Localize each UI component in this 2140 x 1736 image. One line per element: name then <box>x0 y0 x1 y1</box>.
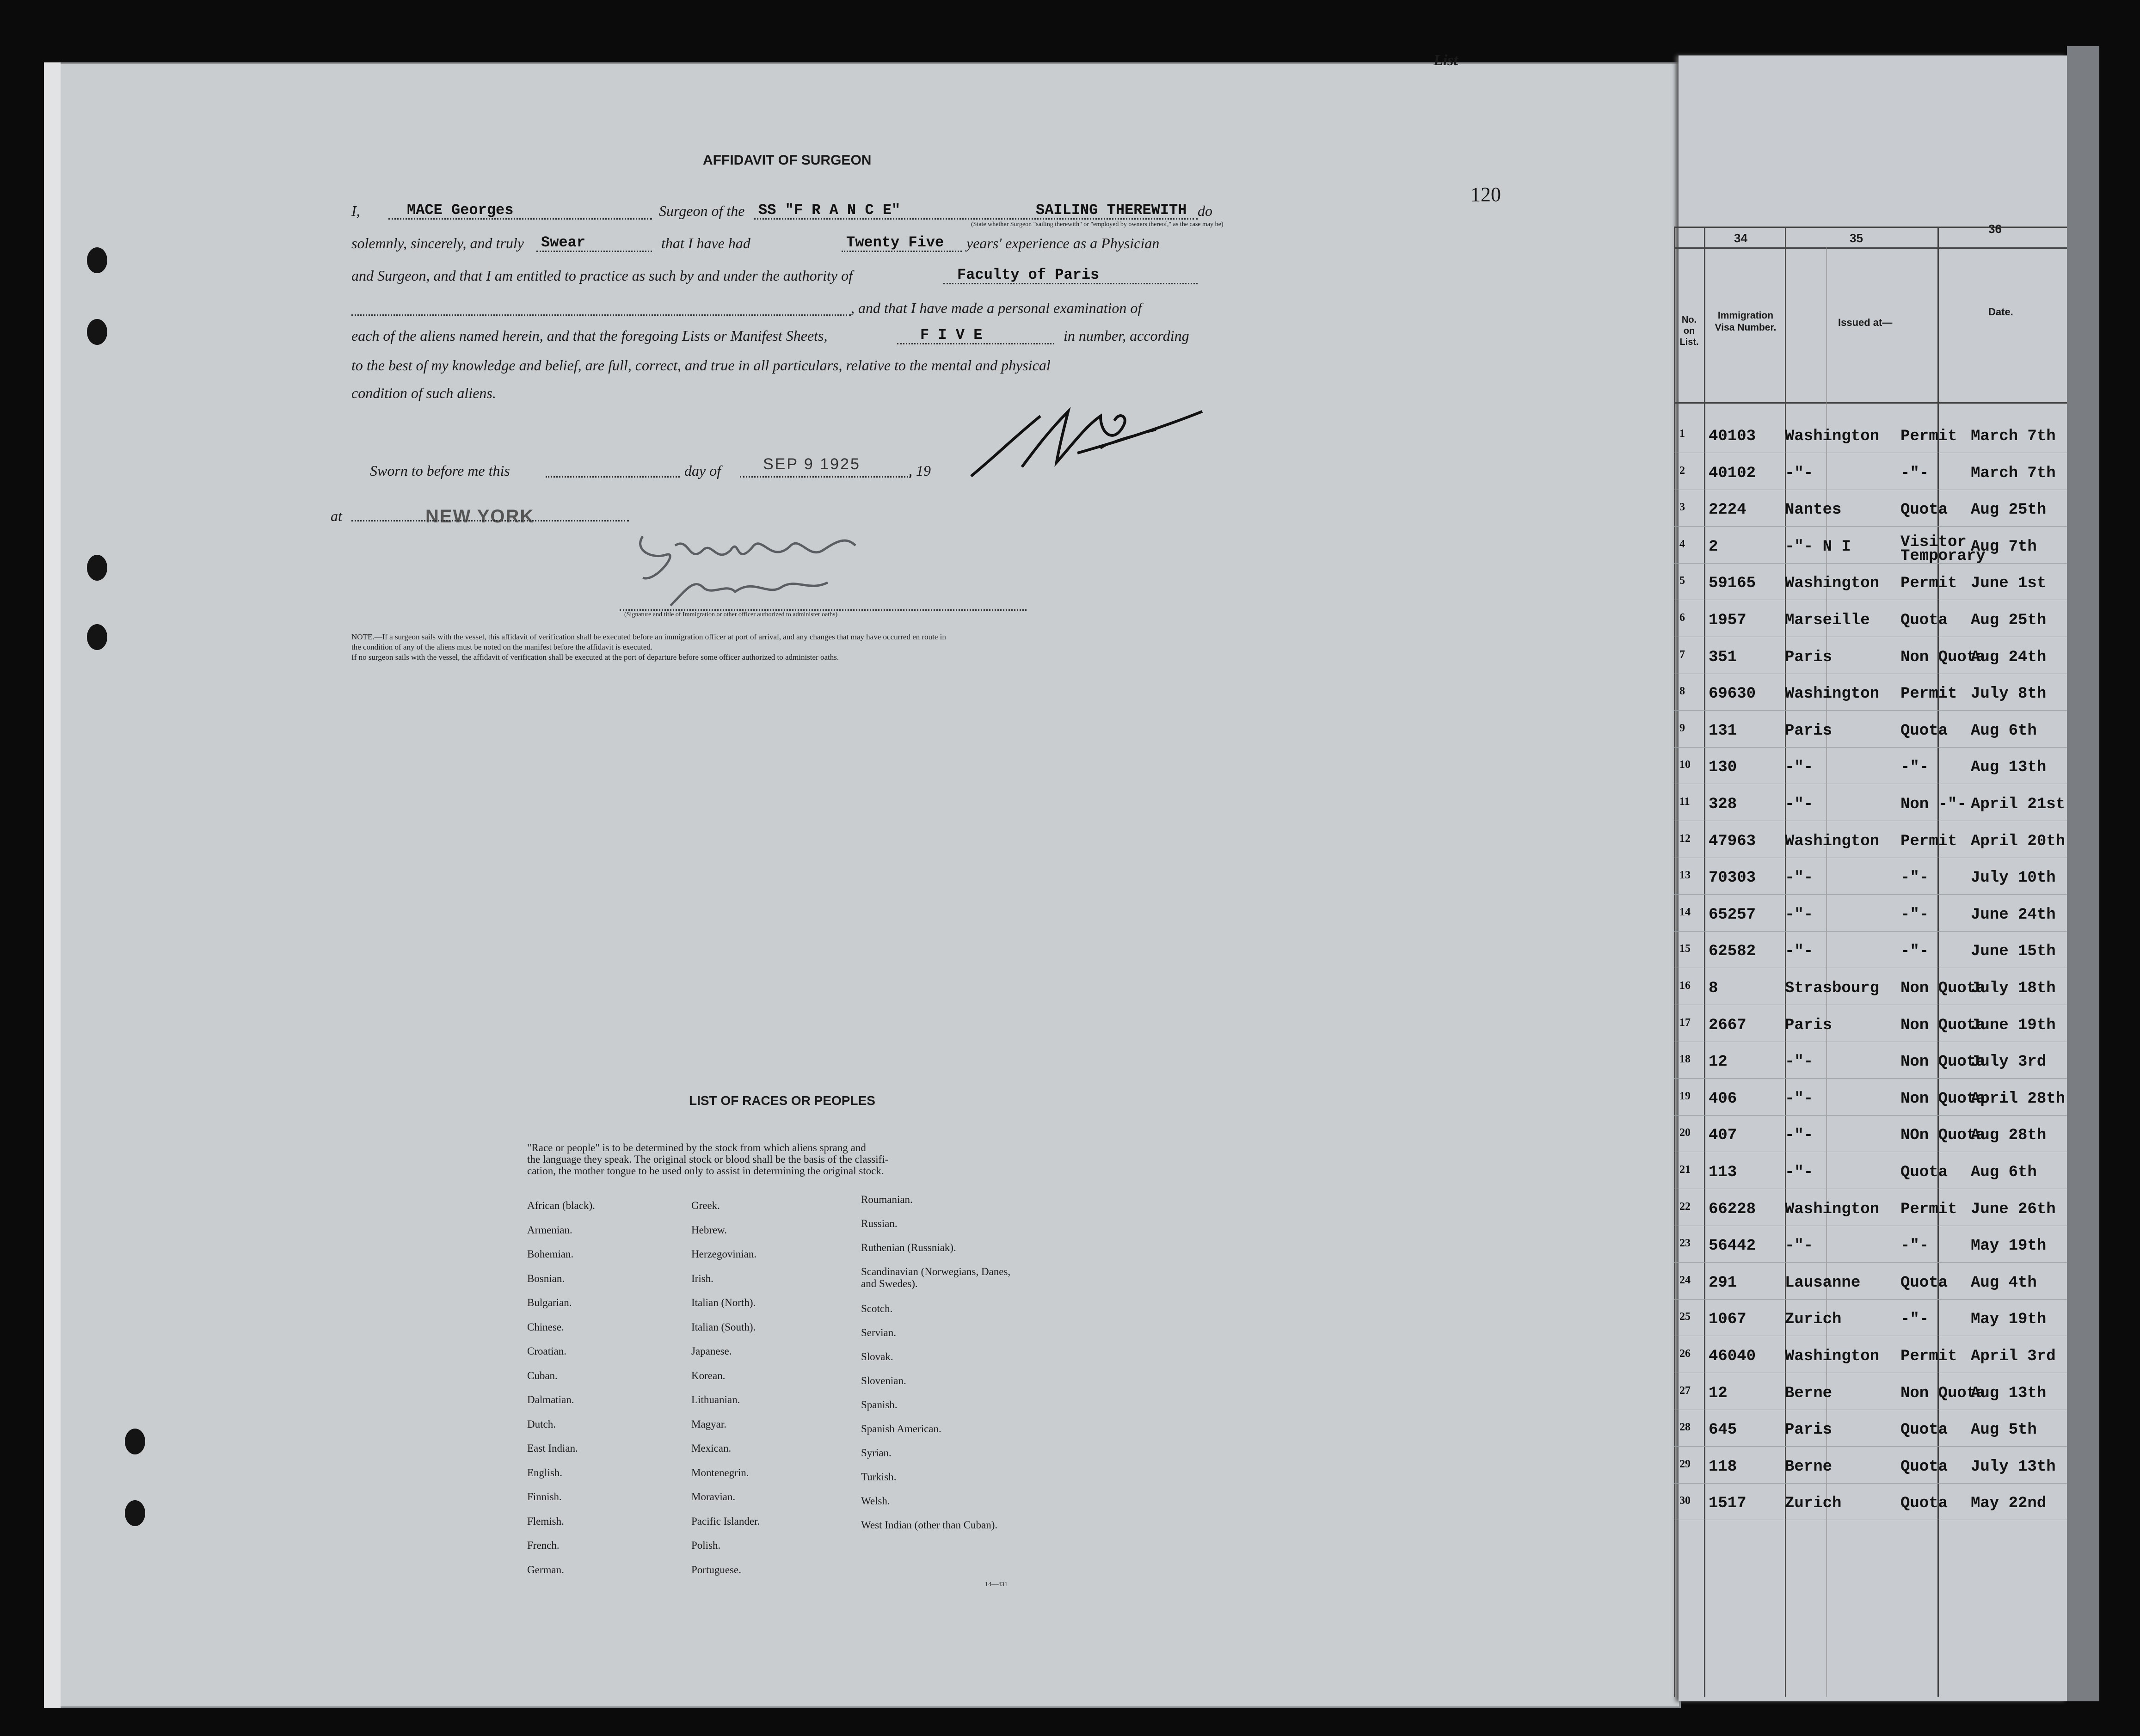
permit-type: Non Quota <box>1900 1016 1986 1034</box>
permit-type: Quota <box>1900 1495 1948 1513</box>
issued-place: -"- <box>1785 759 1814 777</box>
visa-number: 65257 <box>1709 906 1756 924</box>
race-item: Welsh. <box>861 1495 890 1507</box>
row-number: 14 <box>1679 906 1691 918</box>
row-rule <box>1674 1483 2067 1484</box>
issue-date: April 20th <box>1971 832 2066 850</box>
permit-type: Quota <box>1900 1458 1948 1476</box>
permit-type: Non -"- <box>1900 796 1967 813</box>
swear-value: Swear <box>541 234 586 251</box>
surgeon-name: MACE Georges <box>407 202 514 219</box>
permit-type: -"- <box>1900 1311 1929 1329</box>
row-number: 11 <box>1679 796 1690 808</box>
issue-date: July 8th <box>1971 685 2047 703</box>
table-col-rule <box>1785 227 1786 1697</box>
binder-hole <box>125 1500 145 1526</box>
issued-place: -"- <box>1785 1237 1814 1255</box>
header-issued-at: Issued at— <box>1838 317 1893 328</box>
race-item: Dalmatian. <box>527 1394 574 1405</box>
dotted-line <box>388 218 652 220</box>
row-number: 6 <box>1679 612 1685 624</box>
date-stamp: SEP 9 1925 <box>763 455 861 473</box>
visa-number: 40102 <box>1709 464 1756 482</box>
issue-date: June 24th <box>1971 906 2056 924</box>
affidavit-line6: to the best of my knowledge and belief, are full, correct, and true in all particulars, relative to the mental and physical <box>351 357 1051 374</box>
issued-place: Berne <box>1785 1458 1833 1476</box>
affidavit-line3a: and Surgeon, and that I am entitled to practice as such by and under the authority of <box>351 267 853 284</box>
race-item: Portuguese. <box>691 1564 741 1576</box>
visa-number: 2224 <box>1709 501 1746 519</box>
row-number: 1 <box>1679 428 1685 440</box>
races-intro3: cation, the mother tongue to be used only to assist in determining the original stock. <box>527 1165 884 1177</box>
issue-date: June 1st <box>1971 575 2047 593</box>
permit-type: Permit <box>1900 832 1957 850</box>
race-item: Turkish. <box>861 1471 897 1483</box>
at-label: at <box>331 508 342 524</box>
races-column-2 <box>691 1194 760 1582</box>
visa-number: 12 <box>1709 1053 1728 1071</box>
issue-date: Aug 7th <box>1971 538 2037 556</box>
row-number: 15 <box>1679 943 1691 955</box>
dotted-line <box>897 343 1054 344</box>
row-number: 22 <box>1679 1200 1691 1213</box>
issued-place: Marseille <box>1785 612 1870 629</box>
row-number: 9 <box>1679 722 1685 734</box>
race-item: Bulgarian. <box>527 1297 572 1308</box>
row-number: 8 <box>1679 685 1685 698</box>
row-number: 29 <box>1679 1458 1691 1470</box>
surgeon-signature <box>962 398 1211 490</box>
row-number: 16 <box>1679 980 1691 992</box>
col-number-36: 36 <box>1988 222 2002 236</box>
race-item: English. <box>527 1466 563 1478</box>
race-item: Herzegovinian. <box>691 1248 757 1260</box>
table-top-rule <box>1674 227 2067 228</box>
race-item: Greek. <box>691 1200 720 1211</box>
col-number-35: 35 <box>1850 231 1863 245</box>
issued-place: Berne <box>1785 1384 1833 1402</box>
issue-date: July 10th <box>1971 869 2056 887</box>
affidavit-line2b: that I have had <box>661 235 750 252</box>
row-number: 26 <box>1679 1348 1691 1360</box>
visa-number: 130 <box>1709 759 1737 777</box>
issued-place: -"- <box>1785 1127 1814 1145</box>
row-number: 10 <box>1679 759 1691 771</box>
visa-number: 131 <box>1709 722 1737 740</box>
authority-value: Faculty of Paris <box>957 266 1100 283</box>
race-item: African (black). <box>527 1200 595 1211</box>
permit-type: Quota <box>1900 722 1948 740</box>
sworn-year: , 19 <box>909 462 931 479</box>
row-number: 28 <box>1679 1421 1691 1434</box>
affidavit-line5b: in number, according <box>1064 327 1189 344</box>
row-number: 4 <box>1679 538 1685 550</box>
issued-place: -"- <box>1785 943 1814 961</box>
visa-number: 12 <box>1709 1384 1728 1402</box>
binder-hole <box>125 1429 145 1454</box>
permit-type: Non Quota <box>1900 1384 1986 1402</box>
sworn-day-of: day of <box>684 462 721 479</box>
race-item: Roumanian. <box>861 1194 913 1205</box>
header-date: Date. <box>1988 306 2013 318</box>
table-col-rule <box>1704 227 1705 1697</box>
issue-date: Aug 13th <box>1971 759 2047 777</box>
sheets-value: F I V E <box>920 326 983 344</box>
race-item: Armenian. <box>527 1224 572 1236</box>
permit-type: Quota <box>1900 1421 1948 1439</box>
row-number: 5 <box>1679 575 1685 587</box>
race-item: Hebrew. <box>691 1224 727 1236</box>
header-no-on-list: No. on List. <box>1679 315 1699 347</box>
visa-number: 351 <box>1709 648 1737 666</box>
row-number: 18 <box>1679 1053 1691 1066</box>
issued-place: Paris <box>1785 1421 1833 1439</box>
table-col-rule <box>1826 247 1827 1697</box>
race-item: Korean. <box>691 1369 726 1381</box>
race-item: French. <box>527 1540 560 1551</box>
visa-number: 2 <box>1709 538 1718 556</box>
visa-number: 113 <box>1709 1164 1737 1181</box>
visa-number: 8 <box>1709 980 1718 997</box>
affidavit-line1-mid: Surgeon of the <box>659 202 745 219</box>
place-stamp: NEW YORK <box>425 506 535 527</box>
issue-date: April 28th <box>1971 1090 2066 1108</box>
permit-type: Quota <box>1900 612 1948 629</box>
binder-hole <box>87 319 107 345</box>
visa-number: 2667 <box>1709 1016 1746 1034</box>
race-item: Servian. <box>861 1327 897 1338</box>
visa-number: 59165 <box>1709 575 1756 593</box>
row-number: 19 <box>1679 1090 1691 1102</box>
issue-date: July 13th <box>1971 1458 2056 1476</box>
issued-place: -"- <box>1785 464 1814 482</box>
issue-date: Aug 28th <box>1971 1127 2047 1145</box>
visa-number: 62582 <box>1709 943 1756 961</box>
binder-hole <box>87 247 107 273</box>
officer-signature <box>615 509 920 615</box>
issue-date: Aug 4th <box>1971 1274 2037 1292</box>
sworn-text: Sworn to before me this <box>370 462 510 479</box>
dotted-line <box>536 251 652 252</box>
race-item: Slovenian. <box>861 1375 906 1386</box>
race-item: Scotch. <box>861 1303 893 1314</box>
row-rule <box>1674 1446 2067 1447</box>
race-item: Mexican. <box>691 1442 732 1454</box>
row-rule <box>1674 931 2067 932</box>
race-item: Chinese. <box>527 1321 564 1333</box>
row-rule <box>1674 747 2067 748</box>
issued-place: -"- <box>1785 796 1814 813</box>
row-number: 21 <box>1679 1164 1691 1176</box>
visa-number: 47963 <box>1709 832 1756 850</box>
dotted-line <box>351 314 851 316</box>
race-item: Italian (South). <box>691 1321 756 1333</box>
permit-type: Permit <box>1900 1348 1957 1365</box>
row-number: 23 <box>1679 1237 1691 1250</box>
row-number: 13 <box>1679 869 1691 882</box>
dotted-line <box>740 476 911 478</box>
issue-date: April 3rd <box>1971 1348 2056 1365</box>
issued-place: -"- <box>1785 869 1814 887</box>
dotted-line <box>620 609 1027 611</box>
race-item: Russian. <box>861 1218 898 1229</box>
row-number: 30 <box>1679 1495 1691 1507</box>
issued-place: -"- <box>1785 1090 1814 1108</box>
race-item: Dutch. <box>527 1418 556 1430</box>
permit-type: -"- <box>1900 869 1929 887</box>
issue-date: July 18th <box>1971 980 2056 997</box>
visa-number: 40103 <box>1709 428 1756 445</box>
ship-name: SS "F R A N C E" <box>758 202 901 219</box>
visa-number: 56442 <box>1709 1237 1756 1255</box>
visa-number: 291 <box>1709 1274 1737 1292</box>
issue-date: May 19th <box>1971 1311 2047 1329</box>
row-rule <box>1674 1115 2067 1116</box>
races-intro2: the language they speak. The original stock or blood shall be the basis of the classifi- <box>527 1153 889 1165</box>
races-title: LIST OF RACES OR PEOPLES <box>689 1093 875 1108</box>
row-number: 2 <box>1679 464 1685 477</box>
affidavit-line1-suffix: do <box>1198 202 1212 219</box>
form-code: 14—431 <box>985 1581 1008 1588</box>
race-item: Irish. <box>691 1272 713 1284</box>
issue-date: Aug 5th <box>1971 1421 2037 1439</box>
race-item: Lithuanian. <box>691 1394 740 1405</box>
visa-number: 118 <box>1709 1458 1737 1476</box>
permit-type: -"- <box>1900 464 1929 482</box>
visa-number: 70303 <box>1709 869 1756 887</box>
permit-type: Permit <box>1900 685 1957 703</box>
table-header-bottom-rule <box>1674 402 2067 404</box>
race-item: Croatian. <box>527 1345 566 1357</box>
permit-type: Permit <box>1900 428 1957 445</box>
dotted-line <box>754 218 1198 220</box>
row-number: 3 <box>1679 501 1685 514</box>
row-number: 20 <box>1679 1127 1691 1139</box>
permit-type: Permit <box>1900 1200 1957 1218</box>
visa-number: 66228 <box>1709 1200 1756 1218</box>
sheet-margin-strip <box>44 62 61 1708</box>
race-item: Italian (North). <box>691 1297 756 1308</box>
race-item: East Indian. <box>527 1442 578 1454</box>
permit-type: -"- <box>1900 943 1929 961</box>
table-col-rule <box>1937 227 1939 1697</box>
permit-type: -"- <box>1900 759 1929 777</box>
permit-type: Quota <box>1900 1164 1948 1181</box>
affidavit-line5a: each of the aliens named herein, and that the foregoing Lists or Manifest Sheets, <box>351 327 828 344</box>
visa-number: 328 <box>1709 796 1737 813</box>
race-item: Flemish. <box>527 1515 564 1527</box>
race-item: Cuban. <box>527 1369 558 1381</box>
row-number: 7 <box>1679 648 1685 661</box>
issue-date: Aug 25th <box>1971 612 2047 629</box>
issued-place: Lausanne <box>1785 1274 1861 1292</box>
affidavit-line2c: years' experience as a Physician <box>966 235 1160 252</box>
issued-place: Washington <box>1785 575 1880 593</box>
issue-date: June 19th <box>1971 1016 2056 1034</box>
dotted-line <box>546 476 680 478</box>
issue-date: Aug 25th <box>1971 501 2047 519</box>
permit-type: Non Quota <box>1900 1053 1986 1071</box>
permit-type: Permit <box>1900 575 1957 593</box>
issued-place: -"- <box>1785 1164 1814 1181</box>
dotted-line <box>842 251 962 252</box>
race-item: Slovak. <box>861 1351 893 1362</box>
table-col-rule <box>1674 227 1675 1697</box>
col-number-34: 34 <box>1734 231 1747 245</box>
issued-place: Zurich <box>1785 1311 1842 1329</box>
issued-place: Washington <box>1785 685 1880 703</box>
issued-place: -"- N I <box>1785 538 1851 556</box>
row-number: 17 <box>1679 1016 1691 1029</box>
issue-date: Aug 6th <box>1971 722 2037 740</box>
dotted-line <box>943 283 1198 284</box>
issued-place: Washington <box>1785 832 1880 850</box>
issued-place: Washington <box>1785 428 1880 445</box>
race-item: Japanese. <box>691 1345 732 1357</box>
row-rule <box>1674 894 2067 895</box>
line1-note: (State whether Surgeon "sailing therewith" or "employed by owners thereof," as the case may be) <box>971 221 1224 228</box>
issue-date: March 7th <box>1971 464 2056 482</box>
visa-number: 406 <box>1709 1090 1737 1108</box>
dotted-line <box>351 520 629 521</box>
issued-place: Zurich <box>1785 1495 1842 1513</box>
issue-date: June 15th <box>1971 943 2056 961</box>
race-item: West Indian (other than Cuban). <box>861 1519 998 1531</box>
race-item: Scandinavian (Norwegians, Danes, and Swedes). <box>861 1266 1011 1289</box>
sailing-therewith: SAILING THEREWITH <box>1036 202 1187 219</box>
races-column-3 <box>861 1194 1018 1547</box>
issued-place: Strasbourg <box>1785 980 1880 997</box>
race-item: Montenegrin. <box>691 1466 749 1478</box>
visa-number: 645 <box>1709 1421 1737 1439</box>
race-item: Syrian. <box>861 1447 892 1459</box>
race-item: Bosnian. <box>527 1272 565 1284</box>
visa-number: 407 <box>1709 1127 1737 1145</box>
row-number: 27 <box>1679 1384 1691 1397</box>
issue-date: May 19th <box>1971 1237 2047 1255</box>
binder-hole <box>87 555 107 581</box>
issue-date: April 21st <box>1971 796 2066 813</box>
race-item: German. <box>527 1564 564 1576</box>
issue-date: March 7th <box>1971 428 2056 445</box>
affidavit-line2a: solemnly, sincerely, and truly <box>351 235 524 252</box>
row-rule <box>1674 1262 2067 1263</box>
issue-date: Aug 6th <box>1971 1164 2037 1181</box>
permit-type: Quota <box>1900 501 1948 519</box>
issued-place: -"- <box>1785 906 1814 924</box>
affidavit-line4: , and that I have made a personal examination of <box>851 300 1142 316</box>
row-number: 25 <box>1679 1311 1691 1323</box>
issue-date: Aug 24th <box>1971 648 2047 666</box>
issued-place: Paris <box>1785 1016 1833 1034</box>
page-number: 120 <box>1470 183 1501 206</box>
row-rule <box>1674 526 2067 527</box>
race-item: Pacific Islander. <box>691 1515 760 1527</box>
race-item: Magyar. <box>691 1418 727 1430</box>
row-rule <box>1674 1078 2067 1079</box>
row-rule <box>1674 710 2067 711</box>
row-rule <box>1674 1299 2067 1300</box>
issue-date: July 3rd <box>1971 1053 2047 1071</box>
row-number: 12 <box>1679 832 1691 845</box>
table-header-rule <box>1674 247 2067 249</box>
row-rule <box>1674 563 2067 564</box>
issue-date: Aug 13th <box>1971 1384 2047 1402</box>
issued-place: -"- <box>1785 1053 1814 1071</box>
race-item: Spanish. <box>861 1399 898 1411</box>
race-item: Moravian. <box>691 1491 736 1503</box>
issued-place: Nantes <box>1785 501 1842 519</box>
races-column-1 <box>527 1194 595 1582</box>
race-item: Finnish. <box>527 1491 562 1503</box>
page-edge <box>2067 46 2099 1701</box>
race-item: Polish. <box>691 1540 721 1551</box>
note-line2: the condition of any of the aliens must be noted on the manifest before the affidavit is executed. <box>351 643 653 651</box>
visa-number: 1957 <box>1709 612 1746 629</box>
race-item: Bohemian. <box>527 1248 574 1260</box>
years-value: Twenty Five <box>846 234 944 251</box>
list-label: List <box>1433 52 1458 69</box>
races-intro1: "Race or people" is to be determined by the stock from which aliens sprang and <box>527 1142 866 1153</box>
issued-place: Washington <box>1785 1348 1880 1365</box>
permit-type: Non Quota <box>1900 1090 1986 1108</box>
issue-date: May 22nd <box>1971 1495 2047 1513</box>
visa-number: 46040 <box>1709 1348 1756 1365</box>
issued-place: Washington <box>1785 1200 1880 1218</box>
permit-type: -"- <box>1900 1237 1929 1255</box>
affidavit-title: AFFIDAVIT OF SURGEON <box>703 153 872 168</box>
permit-type: Quota <box>1900 1274 1948 1292</box>
permit-type: Visitor Temporary <box>1900 533 1986 565</box>
permit-type: -"- <box>1900 906 1929 924</box>
note-line1: NOTE.—If a surgeon sails with the vessel, this affidavit of verification shall be executed before an immigration officer at port of arrival, and any changes that may have occurred en route in <box>351 632 946 641</box>
visa-number: 1517 <box>1709 1495 1746 1513</box>
signature-caption: (Signature and title of Immigration or other officer authorized to administer oaths) <box>624 611 838 618</box>
affidavit-line1-prefix: I, <box>351 202 360 219</box>
race-item: Spanish American. <box>861 1423 941 1435</box>
issued-place: Paris <box>1785 648 1833 666</box>
header-visa-number: Immigration Visa Number. <box>1715 310 1777 333</box>
issue-date: June 26th <box>1971 1200 2056 1218</box>
visa-number: 69630 <box>1709 685 1756 703</box>
permit-type: Non Quota <box>1900 648 1986 666</box>
row-number: 24 <box>1679 1274 1691 1286</box>
binder-hole <box>87 624 107 650</box>
note-line3: If no surgeon sails with the vessel, the affidavit of verification shall be executed at the port of departure before some officer authorized to administer oaths. <box>351 653 839 662</box>
visa-number: 1067 <box>1709 1311 1746 1329</box>
issued-place: Paris <box>1785 722 1833 740</box>
race-item: Ruthenian (Russniak). <box>861 1242 956 1253</box>
affidavit-line7: condition of such aliens. <box>351 385 496 401</box>
permit-type: Non Quota <box>1900 980 1986 997</box>
permit-type: NOn Quota <box>1900 1127 1986 1145</box>
